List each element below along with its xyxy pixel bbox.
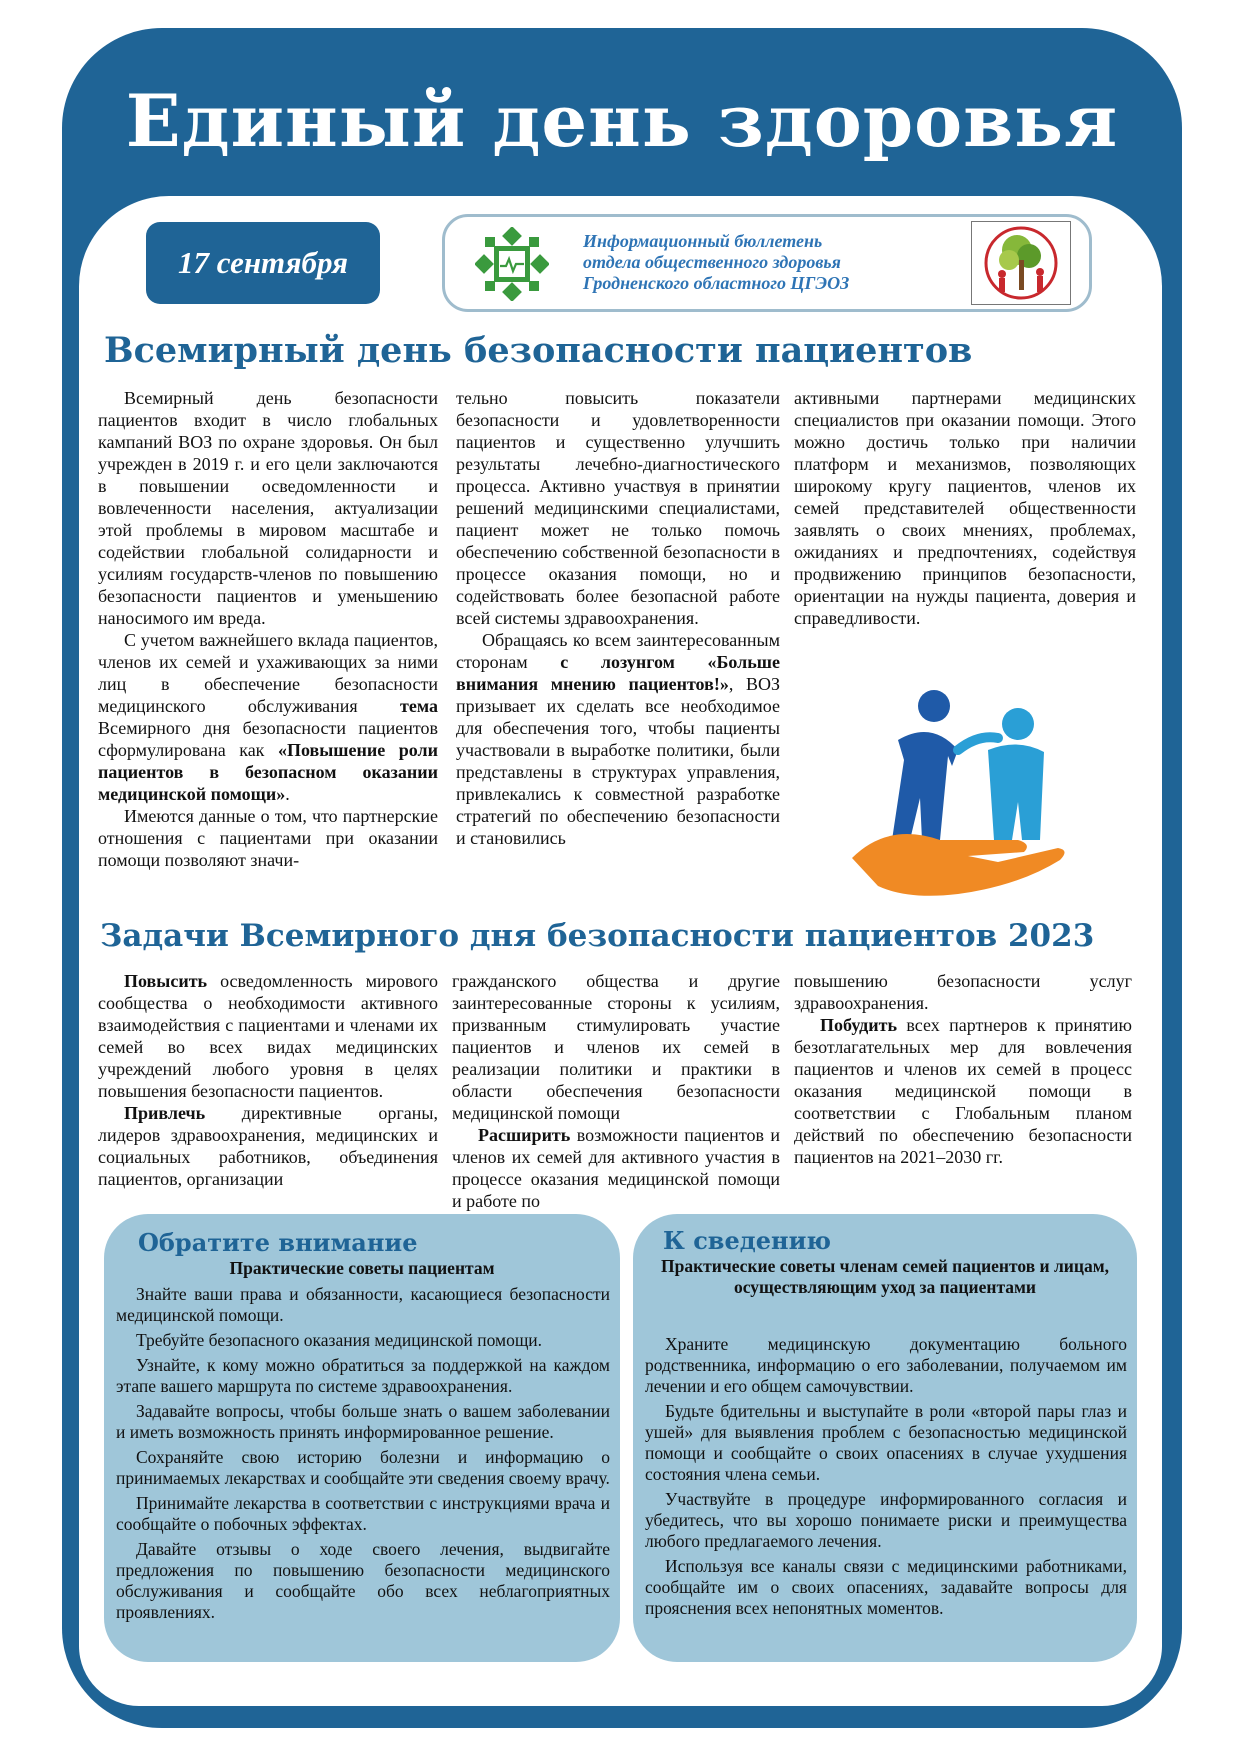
attention-box-subtitle: Практические советы пациентам — [229, 1258, 495, 1278]
paragraph: повышению безопасности услуг здравоохранения. — [794, 971, 1132, 1013]
paragraph: Привлечь директивные органы, лидеров здравоохранения, медицинских и социальных работников, объединения пациентов, организации — [98, 1103, 438, 1189]
info-box-body — [645, 1334, 1127, 1623]
paragraph: Имеются данные о том, что партнерские отношения с пациентами при оказании помощи позволяют значи- — [98, 806, 438, 870]
section-heading-tasks: Задачи Всемирного дня безопасности пациентов 2023 — [100, 918, 1095, 954]
bulletin-header — [442, 214, 1092, 312]
bulletin-line-3: Гродненского областного ЦГЭОЗ — [583, 273, 850, 293]
info-box-subtitle: Практические советы членам семей пациентов и лицам, осуществляющим уход за пациентами — [660, 1256, 1110, 1297]
tasks-column-1 — [98, 970, 438, 1190]
advice-item: Давайте отзывы о ходе своего лечения, выдвигайте предложения по повышению безопасности медицинского обслуживания и сообщайте обо всех неблагоприятных проявлениях. — [116, 1539, 610, 1622]
attention-box — [104, 1214, 620, 1662]
tasks-column-3 — [794, 970, 1132, 1168]
paragraph: Расширить возможности пациентов и членов их семей для активного участия в процессе оказания медицинской помощи и работе по — [452, 1125, 780, 1211]
article-column-2 — [456, 387, 780, 849]
ornament-logo-icon — [475, 227, 549, 301]
info-box — [633, 1214, 1137, 1662]
bulletin-text — [583, 231, 953, 294]
advice-item: Принимайте лекарства в соответствии с инструкциями врача и сообщайте о побочных эффектах. — [116, 1493, 610, 1534]
advice-item: Знайте ваши права и обязанности, касающиеся безопасности медицинской помощи. — [116, 1284, 610, 1325]
paragraph: Побудить всех партнеров к принятию безотлагательных мер для вовлечения пациентов и членов их семей в процесс оказания медицинской помощи в соответствии с Глобальным планом действий по обеспечению безопасности пациентов на 2021–2030 гг. — [794, 1015, 1132, 1167]
paragraph: тельно повысить показатели безопасности и удовлетворенности пациентов и существенно улучшить результаты лечебно-диагностического процесса. Активно участвуя в принятии решений медицинскими специалистами, пациент может не только помочь обеспечению собственной безопасности в процессе оказания помощи, но и содействовать более безопасной работе всей системы здравоохранения. — [456, 388, 780, 628]
advice-item: Используя все каналы связи с медицинскими работниками, сообщайте им о своих опасениях, задавайте вопросы для прояснения всех непонятных моментов. — [645, 1556, 1127, 1618]
advice-item: Требуйте безопасного оказания медицинской помощи. — [136, 1330, 543, 1350]
paragraph: гражданского общества и другие заинтересованные стороны к усилиям, призванным стимулировать участие пациентов и членов их семей в реализации политики и практики в области обеспечения безопасности медицинской помощи — [452, 971, 780, 1123]
article-column-1 — [98, 387, 438, 871]
article-column-3 — [794, 387, 1136, 629]
attention-box-body — [116, 1284, 610, 1627]
advice-item: Узнайте, к кому можно обратиться за поддержкой на каждом этапе вашего маршрута по системе здравоохранения. — [116, 1355, 610, 1396]
advice-item: Храните медицинскую документацию больного родственника, информацию о его заболевании, получаемом им лечении и его общем самочувствии. — [645, 1334, 1127, 1396]
bulletin-line-1: Информационный бюллетень — [583, 231, 823, 251]
tree-people-logo-icon — [971, 221, 1071, 305]
paragraph: Всемирный день безопасности пациентов входит в число глобальных кампаний ВОЗ по охране здоровья. Он был учрежден в 2019 г. и его цели заключаются в повышении осведомленности и вовлеченности населения, актуализации этой проблемы в мировом масштабе и содействии глобальной солидарности и усилиям государств-членов по повышению безопасности пациентов и уменьшению наносимого им вреда. — [98, 388, 438, 628]
paragraph: активными партнерами медицинских специалистов при оказании помощи. Этого можно достичь только при наличии платформ и механизмов, позволяющих широкому кругу пациентов, членов их семей представителей общественности заявлять о своих мнениях, проблемах, ожиданиях и предпочтениях, содействуя продвижению принципов безопасности, ориентации на нужды пациента, доверия и справедливости. — [794, 388, 1136, 628]
info-box-title: К сведению — [663, 1226, 831, 1255]
attention-box-title: Обратите внимание — [138, 1228, 418, 1257]
advice-item: Задавайте вопросы, чтобы больше знать о вашем заболевании и иметь возможность принять информированное решение. — [116, 1401, 610, 1442]
paragraph: Повысить осведомленность мирового сообщества о необходимости активного взаимодействия с пациентами и членами их семей во всех видах медицинских учреждений любого уровня в целях повышения безопасности пациентов. — [98, 971, 438, 1101]
advice-item: Будьте бдительны и выступайте в роли «второй пары глаз и ушей» для выявления проблем с безопасностью медицинской помощи и сообщайте о своих опасениях в случае ухудшения состояния члена семьи. — [645, 1401, 1127, 1484]
advice-item: Сохраняйте свою историю болезни и информацию о принимаемых лекарствах и сообщайте эти сведения своему врачу. — [116, 1447, 610, 1488]
section-heading-patient-safety: Всемирный день безопасности пациентов — [104, 330, 973, 371]
paragraph: Обращаясь ко всем заинтересованным сторонам с лозунгом «Больше внимания мнению пациентов!», ВОЗ призывает их сделать все необходимое для обеспечения того, чтобы пациенты участвовали в выработке политики, были представлены в структурах управления, привлекались к совместной разработке стратегий по обеспечению безопасности и становились — [456, 630, 780, 848]
tasks-column-2 — [452, 970, 780, 1212]
date-label: 17 сентября — [177, 245, 349, 280]
date-badge — [146, 222, 380, 304]
patient-care-hand-icon — [848, 690, 1068, 898]
paragraph: С учетом важнейшего вклада пациентов, членов их семей и ухаживающих за ними лиц в обеспечение безопасности медицинского обслуживания тема Всемирного дня безопасности пациентов сформулирована как «Повышение роли пациентов в безопасном оказании медицинской помощи». — [98, 630, 438, 804]
advice-item: Участвуйте в процедуре информированного согласия и убедитесь, что вы хорошо понимаете риски и преимущества любого предлагаемого лечения. — [645, 1489, 1127, 1551]
bulletin-line-2: отдела общественного здоровья — [583, 252, 841, 272]
masthead-title: Единый день здоровья — [125, 78, 1119, 163]
